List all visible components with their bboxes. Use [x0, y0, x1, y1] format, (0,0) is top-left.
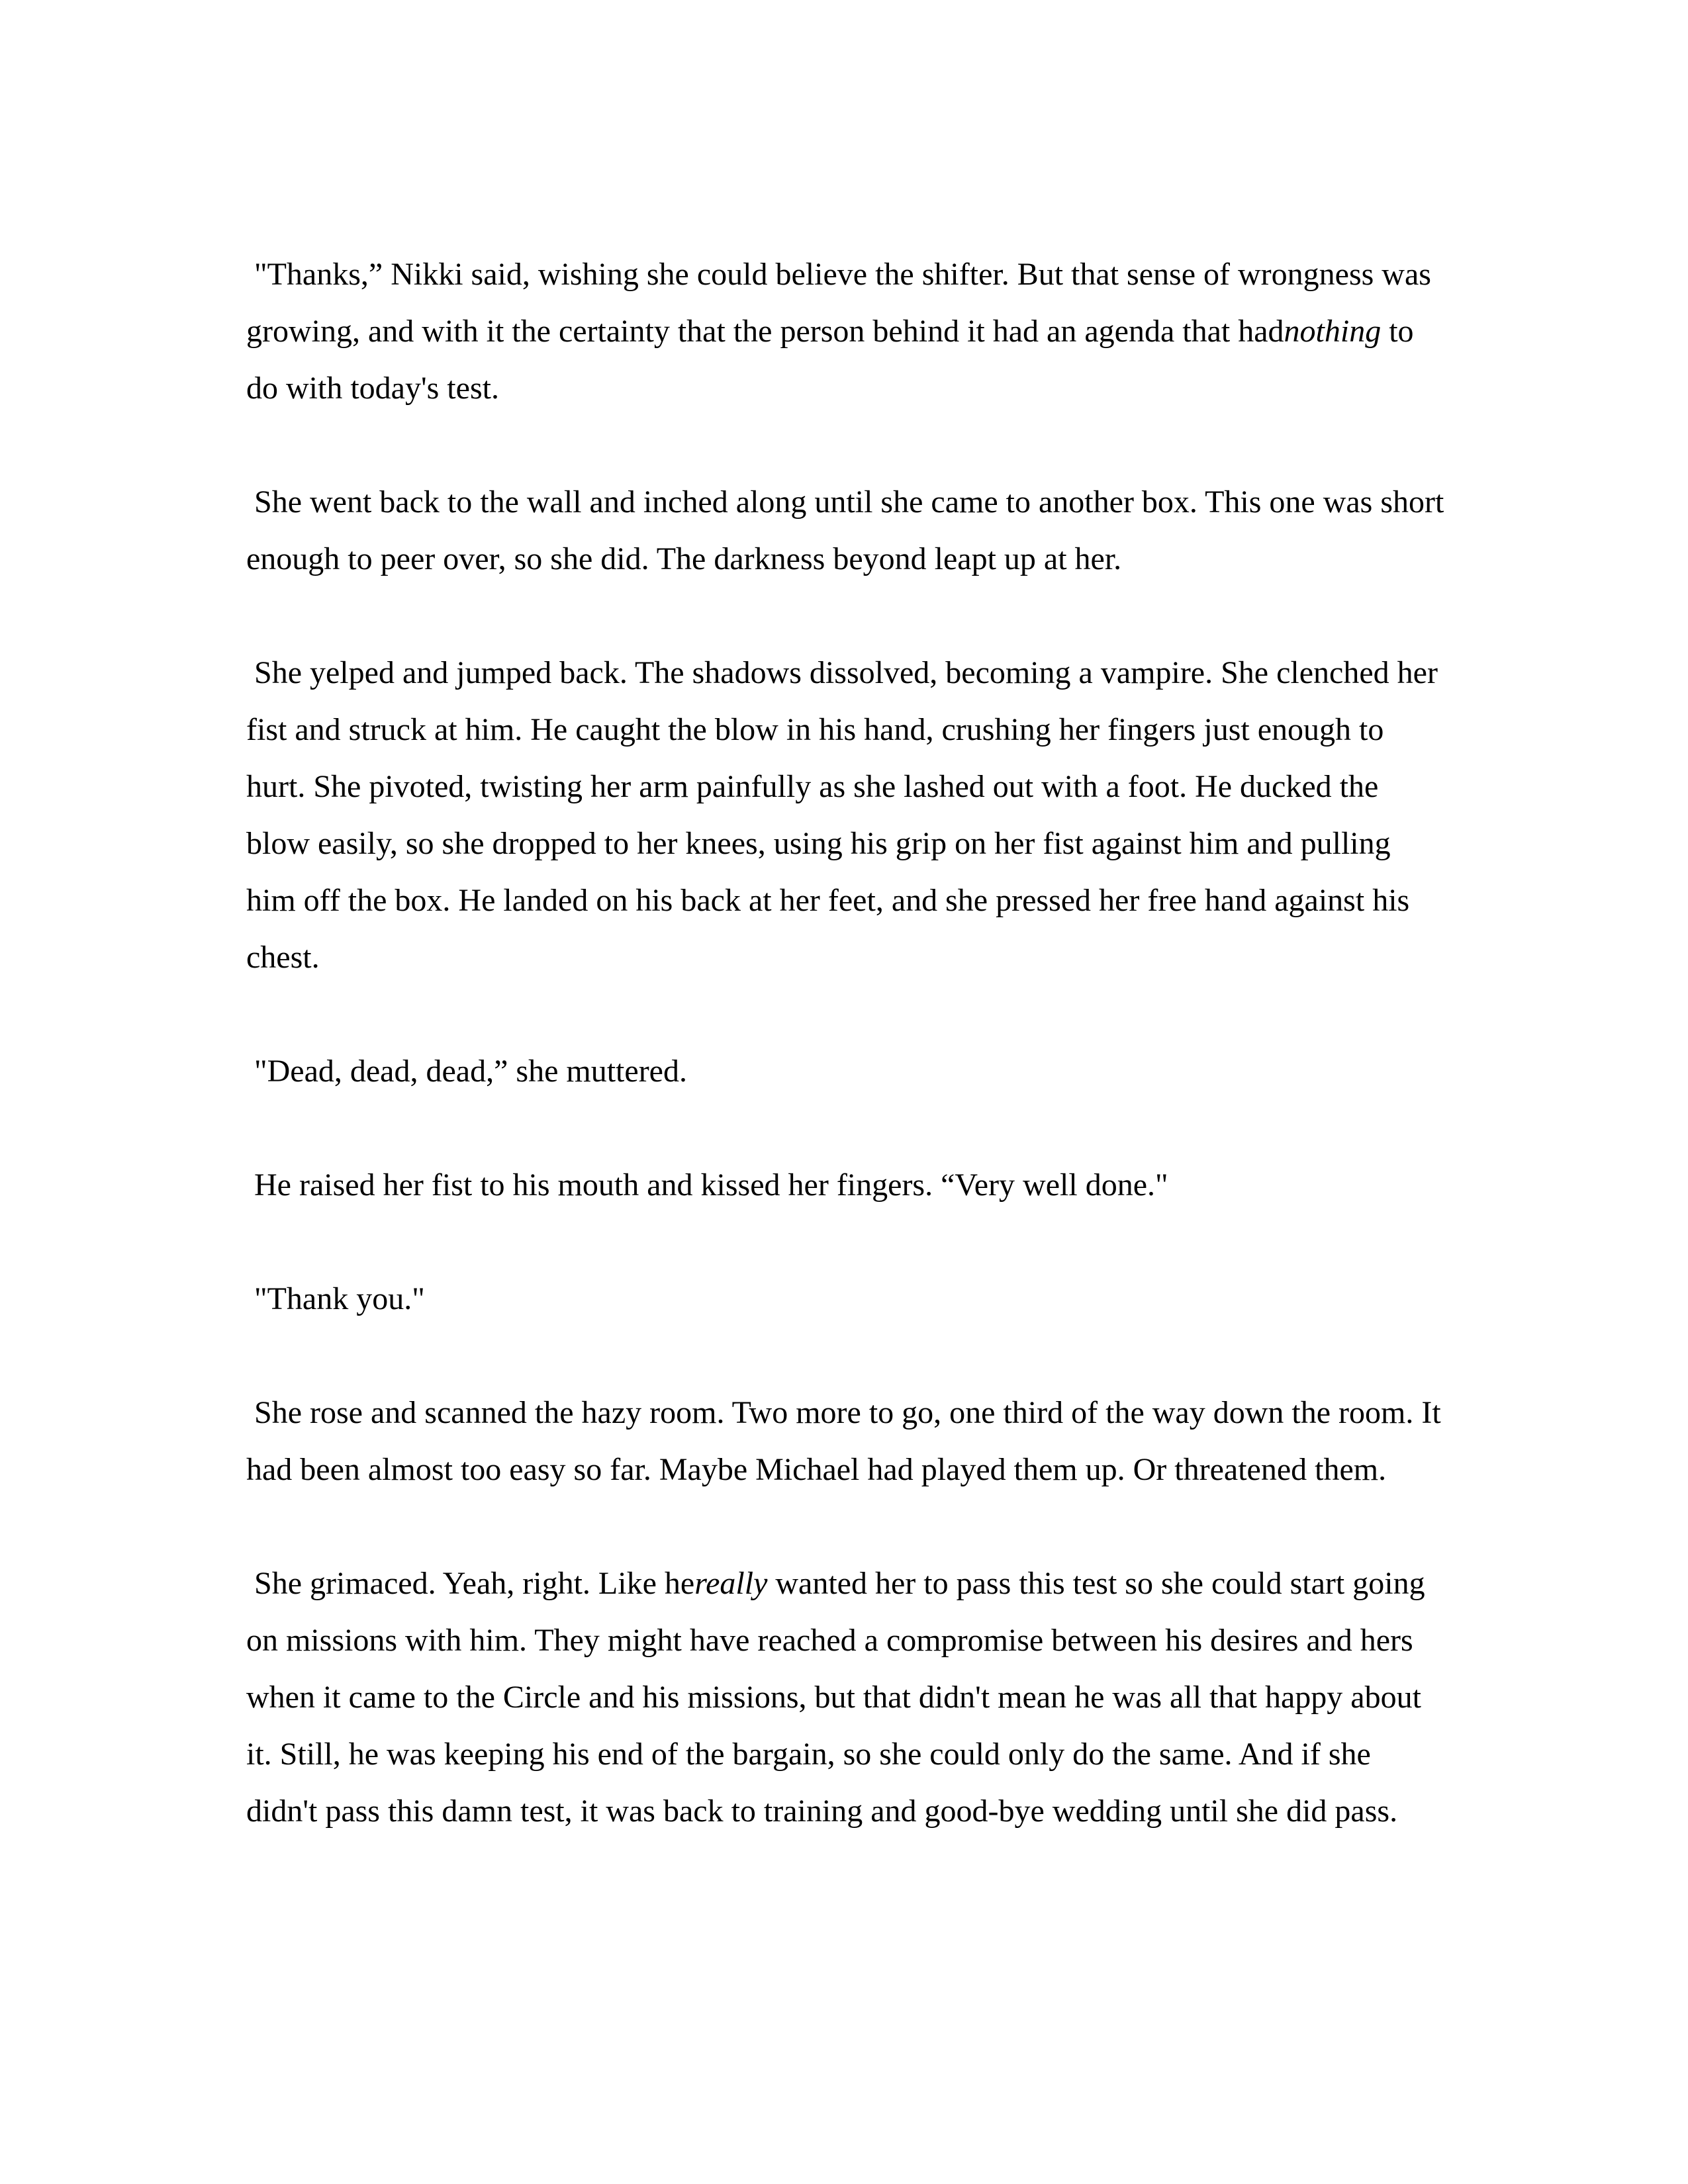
paragraph-text: "Thanks,” Nikki said, wishing she could believe the shifter. But that sense of wrongness was growing, and with it the certainty that the person behind it had an agenda that had: [246, 257, 1431, 349]
paragraph: [246, 1555, 1446, 1840]
paragraph-text: She rose and scanned the hazy room. Two more to go, one third of the way down the room. It had been almost too easy so far. Maybe Michael had played them up. Or threatened them.: [246, 1395, 1441, 1487]
paragraph-text: She yelped and jumped back. The shadows dissolved, becoming a vampire. She clenched her fist and struck at him. He caught the blow in his hand, crushing her fingers just enough to hurt. She pivoted, twisting her arm painfully as she lashed out with a foot. He ducked the blow easily, so she dropped to her knees, using his grip on her fist against him and pulling him off the box. He landed on his back at her feet, and she pressed her free hand against his chest.: [246, 655, 1438, 975]
emphasis-text: really: [694, 1566, 768, 1601]
paragraph: [246, 1385, 1446, 1498]
paragraph: [246, 1043, 1446, 1100]
emphasis-text: nothing: [1284, 314, 1382, 349]
paragraph: [246, 1271, 1446, 1328]
paragraph: [246, 645, 1446, 986]
paragraph-text: "Dead, dead, dead,” she muttered.: [254, 1054, 687, 1089]
paragraph-text: He raised her fist to his mouth and kissed her fingers. “Very well done.": [254, 1167, 1168, 1203]
text-body: [246, 246, 1446, 1840]
paragraph-text: "Thank you.": [254, 1281, 425, 1316]
paragraph-text: to do with today's test.: [246, 314, 1414, 406]
paragraph: [246, 246, 1446, 417]
paragraph-text: She grimaced. Yeah, right. Like he: [254, 1566, 695, 1601]
paragraph-text: She went back to the wall and inched along until she came to another box. This one was short enough to peer over, so she did. The darkness beyond leapt up at her.: [246, 484, 1444, 576]
paragraph-text: wanted her to pass this test so she could start going on missions with him. They might have reached a compromise between his desires and hers when it came to the Circle and his missions, but that didn't mean he was all that happy about it. Still, he was keeping his end of the bargain, so she could only do the same. And if she didn't pass this damn test, it was back to training and good-bye wedding until she did pass.: [246, 1566, 1425, 1829]
paragraph: [246, 474, 1446, 588]
paragraph: [246, 1157, 1446, 1214]
